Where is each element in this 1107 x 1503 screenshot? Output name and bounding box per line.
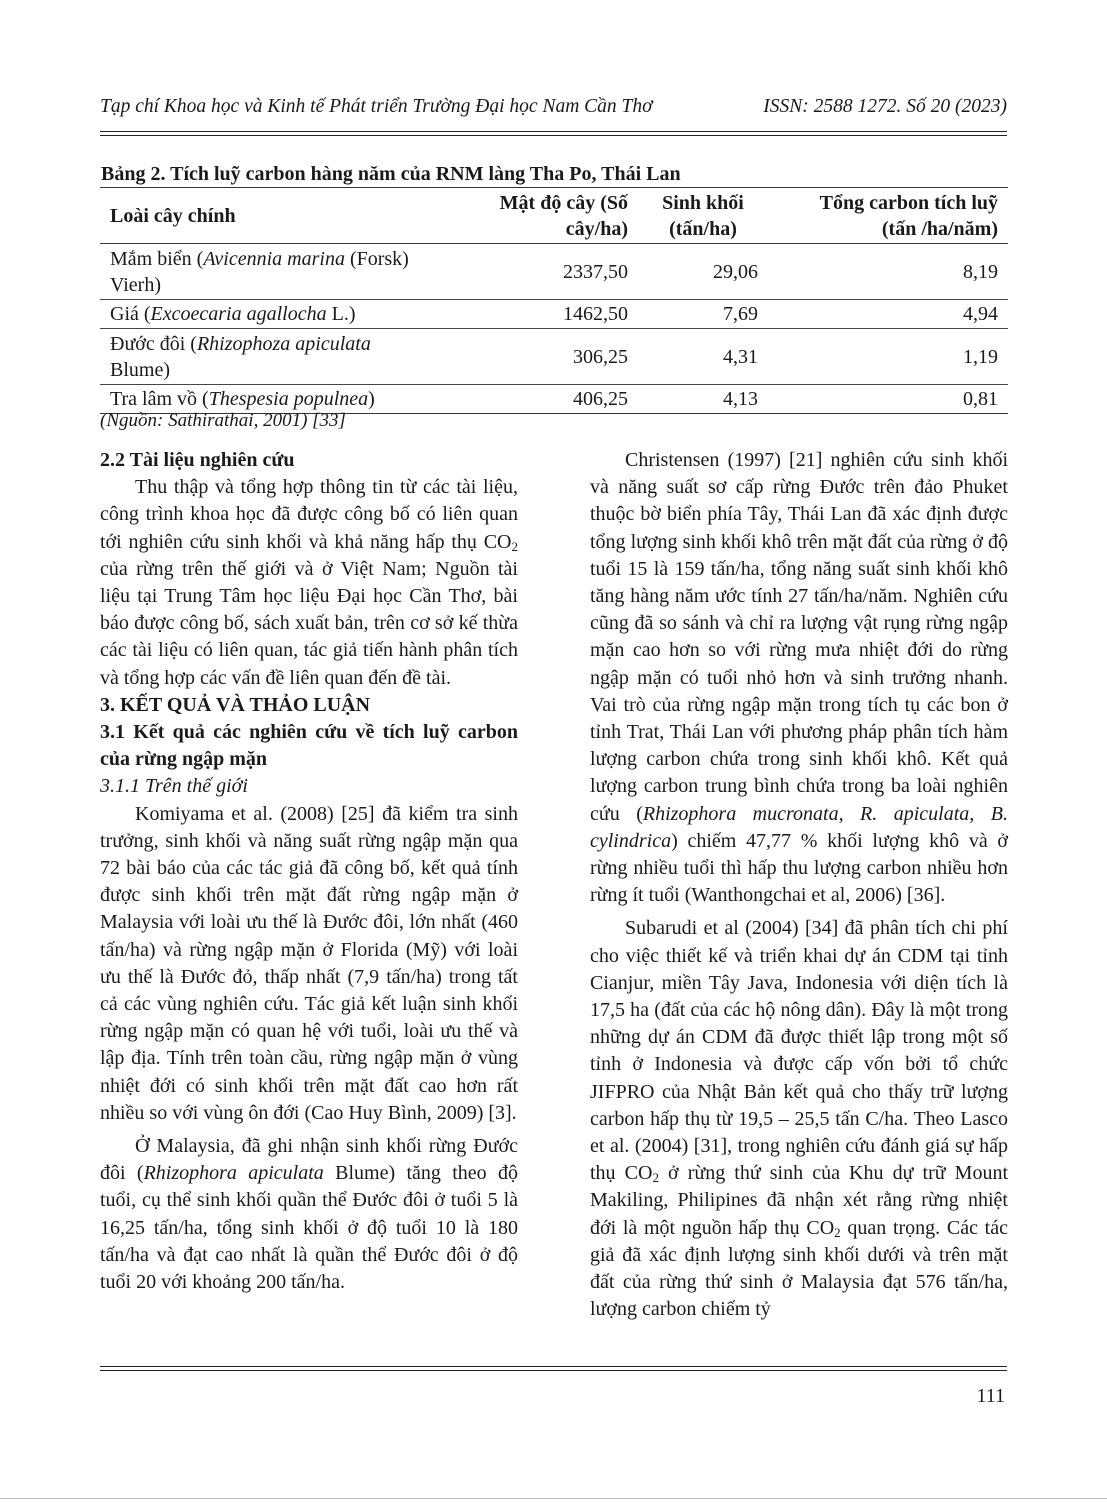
density-cell: 306,25 [573, 345, 628, 368]
section-heading-3-1: 3.1 Kết quả các nghiên cứu về tích luỹ carbon của rừng ngập mặn [100, 721, 518, 771]
density-cell: 406,25 [573, 388, 628, 410]
running-header [100, 96, 1007, 118]
table-source: (Nguồn: Sathirathai, 2001) [33] [100, 410, 346, 431]
header-biomass: Sinh khối (tấn/ha) [662, 191, 744, 240]
paragraph: Ở Malaysia, đã ghi nhận sinh khối rừng Đước đôi (Rhizophora apiculata Blume) tăng theo độ tuổi, cụ thể sinh khối quần thể Đước đôi ở tuổi 5 là 16,25 tấn/ha, tổng sinh khối ở độ tuổi 10 là 180 tấn/ha và đạt cao nhất là quần thể Đước đôi ở độ tuổi 20 với khoảng 200 tấn/ha. [100, 1135, 519, 1294]
carbon-cell: 8,19 [963, 260, 998, 283]
biomass-cell: 7,69 [723, 303, 758, 325]
biomass-cell: 4,31 [723, 345, 758, 368]
header-rule [100, 131, 1007, 136]
section-heading-3: 3. KẾT QUẢ VÀ THẢO LUẬN [100, 693, 371, 716]
journal-title: Tạp chí Khoa học và Kinh tế Phát triển Trường Đại học Nam Cần Thơ [100, 96, 653, 117]
density-cell: 1462,50 [563, 303, 628, 325]
table-caption: Bảng 2. Tích luỹ carbon hàng năm của RNM làng Tha Po, Thái Lan [101, 163, 681, 185]
table-header-row [100, 188, 1008, 244]
paragraph: Thu thập và tổng hợp thông tin từ các tài liệu, công trình khoa học đã được công bố có liên quan tới nghiên cứu sinh khối và khả năng hấp thụ $CO_2$ của rừng trên thế giới và ở Việt Nam; Nguồn tài liệu tại Trung Tâm học liệu Đại học Cần Thơ, bài báo được công bố, sách xuất bản, trên cơ sở kế thừa các tài liệu có liên quan, tác giả tiến hành phân tích và tổng hợp các vấn đề liên quan đến đề tài. [100, 476, 518, 689]
right-column [590, 447, 1008, 1324]
carbon-cell: 1,19 [963, 345, 998, 368]
species-cell: Giá (Excoecaria agallocha L.) [110, 303, 356, 325]
density-cell: 2337,50 [563, 260, 628, 283]
paragraph: Komiyama et al. (2008) [25] đã kiểm tra sinh trưởng, sinh khối và năng suất rừng ngập mặn qua 72 bài báo của các tác giả đã công bố, kết quả tính được sinh khối trên mặt đất rừng ngập mặn ở Malaysia với loài ưu thế là Đước đôi, lớn nhất (460 tấn/ha) và rừng ngập mặn ở Florida (Mỹ) với loài ưu thế là Đước đỏ, thấp nhất (7,9 tấn/ha) trong tất cả các vùng nghiên cứu. Tác giả kết luận sinh khối rừng ngập mặn có quan hệ với tuổi, loài ưu thế và lập địa. Tính trên toàn cầu, rừng ngập mặn ở vùng nhiệt đới có sinh khối trên mặt đất cao hơn rất nhiều so với vùng ôn đới (Cao Huy Bình, 2009) [3]. [100, 802, 518, 1124]
footer-rule [100, 1366, 1007, 1371]
header-species: Loài cây chính [110, 204, 236, 227]
species-cell: Tra lâm vồ (Thespesia populnea) [110, 388, 375, 410]
page-edge-divider [0, 1498, 1107, 1499]
header-density: Mật độ cây (Số cây/ha) [499, 191, 628, 240]
paragraph: Christensen (1997) [21] nghiên cứu sinh khối và năng suất sơ cấp rừng Đước trên đảo Phuket thuộc bờ biển phía Tây, Thái Lan đã xác định được tổng lượng sinh khối khô trên mặt đất của rừng ở độ tuổi 15 là 159 tấn/ha, tổng năng suất sinh khối khô tăng hàng năm ước tính 27 tấn/ha/năm. Nghiên cứu cũng đã so sánh và chỉ ra lượng vật rụng rừng ngập mặn cao hơn so với rừng mưa nhiệt đới do rừng ngập mặn có tuổi nhỏ hơn và sinh trưởng nhanh. Vai trò của rừng ngập mặn trong tích tụ các bon ở tỉnh Trat, Thái Lan với phương pháp phân tích hàm lượng carbon chứa trong sinh khối khô. Kết quả lượng carbon trung bình chứa trong ba loài nghiên cứu (Rhizophora mucronata, R. apiculata, B. cylindrica) chiếm 47,77 % khối lượng khô và ở rừng nhiều tuổi thì hấp thu lượng carbon nhiều hơn rừng ít tuổi (Wanthongchai et al, 2006) [36]. [590, 449, 1008, 907]
carbon-cell: 4,94 [963, 303, 998, 325]
biomass-cell: 4,13 [723, 388, 758, 410]
subsection-heading-3-1-1: 3.1.1 Trên thế giới [100, 775, 248, 798]
section-heading-2-2: 2.2 Tài liệu nghiên cứu [100, 449, 295, 471]
species-cell: Đước đôi (Rhizophoza apiculata Blume) [110, 332, 371, 381]
species-cell: Mắm biển (Avicennia marina (Forsk) Vierh) [110, 247, 409, 296]
carbon-table [100, 187, 1008, 414]
biomass-cell: 29,06 [713, 260, 758, 283]
left-column [100, 447, 518, 1296]
table-row [100, 329, 1008, 385]
page-number: 111 [976, 1385, 1005, 1407]
carbon-cell: 0,81 [963, 388, 998, 410]
table-row [100, 300, 1008, 329]
paragraph: Subarudi et al (2004) [34] đã phân tích chi phí cho việc thiết kế và triển khai dự án CDM tại tỉnh Cianjur, miền Tây Java, Indonesia với diện tích là 17,5 ha (đất của các hộ nông dân). Đây là một trong những dự án CDM đã được thiết lập trong một số tỉnh ở Indonesia và được cấp vốn bởi tổ chức JIFPRO của Nhật Bản kết quả cho thấy trữ lượng carbon hấp thụ từ 19,5 – 25,5 tấn C/ha. Theo Lasco et al. (2004) [31], trong nghiên cứu đánh giá sự hấp thụ $CO_2$ ở rừng thứ sinh của Khu dự trữ Mount Makiling, Philipines đã nhận xét rằng rừng nhiệt đới là một nguồn hấp thụ $CO_2$ quan trọng. Các tác giả đã xác định lượng sinh khối dưới và trên mặt đất của rừng thứ sinh ở Malaysia đạt 576 tấn/ha, lượng carbon chiếm tỷ [590, 917, 1008, 1321]
table-row [100, 244, 1008, 300]
issn-info: ISSN: 2588 1272. Số 20 (2023) [763, 96, 1007, 117]
header-carbon: Tổng carbon tích luỹ (tấn /ha/năm) [819, 191, 998, 240]
